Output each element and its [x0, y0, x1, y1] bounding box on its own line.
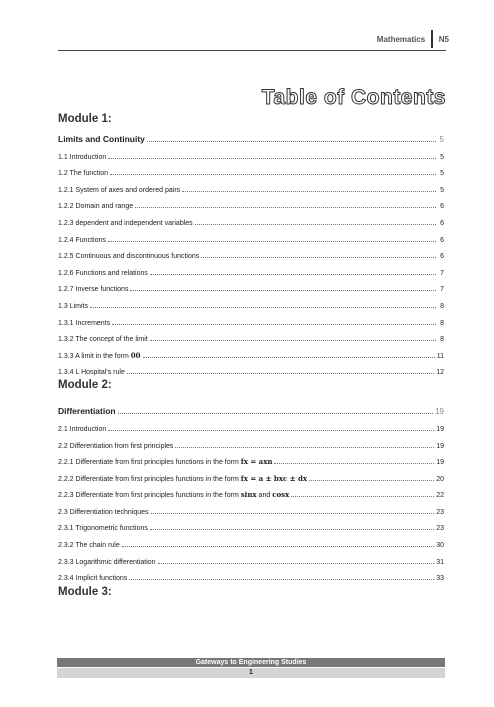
- toc-entry-label: [58, 286, 128, 293]
- toc-entry-text: 1.2.6 Functions and relations: [58, 269, 148, 277]
- toc-entry-text: 1.3.2 The concept of the limit: [58, 336, 148, 344]
- toc-entry[interactable]: [58, 566, 444, 583]
- toc-entry[interactable]: [58, 343, 444, 360]
- dot-leader: [143, 356, 435, 358]
- toc-entry[interactable]: [58, 244, 444, 261]
- page-footer: [57, 658, 445, 678]
- toc-page-number: 8: [440, 319, 444, 327]
- dot-leader: [135, 206, 436, 208]
- dot-leader: [112, 323, 436, 325]
- dot-leader: [158, 562, 435, 564]
- toc-entry[interactable]: [58, 260, 444, 277]
- toc-page-number: 8: [440, 336, 444, 344]
- dot-leader: [309, 479, 434, 481]
- toc-entry[interactable]: [58, 483, 444, 500]
- toc-entry[interactable]: [58, 144, 444, 161]
- dot-leader: [195, 223, 436, 225]
- dot-leader: [127, 372, 434, 374]
- toc-entry-label: [58, 303, 88, 310]
- toc-entry-text: 1.3.3 A limit in the form: [58, 352, 131, 360]
- toc-page-number: 6: [440, 236, 444, 244]
- toc-title: Table of Contents: [261, 86, 446, 109]
- toc-entry-label: [58, 220, 193, 227]
- toc-page-number: 11: [436, 352, 444, 360]
- toc-entry-label: [58, 443, 173, 450]
- toc-page-number: 6: [440, 253, 444, 261]
- toc-entry-label: [58, 559, 156, 566]
- toc-entry-text: 1.3.4 L Hospital's rule: [58, 369, 125, 377]
- header-rule: [58, 50, 446, 51]
- toc-entry-label: [58, 575, 127, 582]
- math-expression: sinx: [240, 490, 257, 500]
- toc-page-number: 8: [440, 302, 444, 310]
- toc-entry-label: [58, 351, 141, 360]
- header-level: N5: [438, 34, 449, 44]
- toc-entry-label: [58, 406, 116, 416]
- toc-entry-text: 2.2.1 Differentiate from first principles functions in the form: [58, 459, 241, 467]
- toc-entry-text: 2.3 Differentiation techniques: [58, 508, 149, 516]
- toc-entry[interactable]: [58, 532, 444, 549]
- dot-leader: [147, 140, 436, 142]
- dot-leader: [108, 157, 436, 159]
- toc-entry-text: 2.3.1 Trigonometric functions: [58, 525, 148, 533]
- toc-page-number: 6: [440, 203, 444, 211]
- toc-page-number: 19: [436, 459, 444, 467]
- dot-leader: [291, 495, 434, 497]
- toc-entry[interactable]: [58, 293, 444, 310]
- toc-entry[interactable]: [58, 161, 444, 178]
- toc-page-number: 23: [436, 508, 444, 516]
- toc-section-entry[interactable]: [58, 127, 444, 144]
- toc-entry-text: 1.2.7 Inverse functions: [58, 286, 129, 294]
- toc-entry-text: 1.1 Introduction: [58, 153, 107, 161]
- math-expression: cosx: [272, 490, 290, 500]
- toc-entry-label: [58, 426, 106, 433]
- toc-entry-label: [58, 369, 125, 376]
- toc-entry[interactable]: [58, 327, 444, 344]
- toc-page-number: 22: [436, 492, 444, 500]
- dot-leader: [150, 273, 436, 275]
- dot-leader: [175, 446, 434, 448]
- toc-page-number: 7: [440, 269, 444, 277]
- page-header: [377, 30, 449, 48]
- toc-page-number: 7: [440, 286, 444, 294]
- toc-entry-text: 1.3 Limits: [58, 302, 88, 310]
- toc-entry[interactable]: [58, 210, 444, 227]
- dot-leader: [130, 289, 436, 291]
- toc-entry[interactable]: [58, 499, 444, 516]
- toc-entry-text: 2.1 Introduction: [58, 425, 107, 433]
- toc-entry-label: [58, 542, 120, 549]
- toc-page-number: 20: [436, 475, 444, 483]
- dot-leader: [110, 173, 436, 175]
- footer-page-number: 1: [57, 668, 445, 678]
- toc-page-number: 31: [436, 558, 444, 566]
- toc-entry-label: [58, 253, 199, 260]
- toc-entry-label: [58, 154, 106, 161]
- toc-entry-text: 2.2.3 Differentiate from first principles functions in the form: [58, 492, 241, 500]
- dot-leader: [151, 512, 435, 514]
- footer-title: Gateways to Engineering Studies: [57, 658, 445, 667]
- dot-leader: [274, 462, 434, 464]
- toc-page-number: 30: [436, 542, 444, 550]
- dot-leader: [150, 528, 434, 530]
- toc-entry-label: [58, 457, 272, 466]
- toc-entry-label: [58, 336, 148, 343]
- toc-entry-label: [58, 187, 180, 194]
- toc-entry-label: [58, 237, 106, 244]
- toc-entry-text: Limits and Continuity: [58, 134, 145, 144]
- math-expression: 00: [130, 350, 141, 360]
- toc-entry[interactable]: [58, 549, 444, 566]
- dot-leader: [182, 190, 436, 192]
- toc-entry-label: [58, 134, 145, 144]
- toc-entry[interactable]: [58, 466, 444, 483]
- toc-entry[interactable]: [58, 227, 444, 244]
- module-heading: Module 1:: [58, 113, 112, 125]
- dot-leader: [118, 412, 433, 414]
- toc-entry-text: 1.2.1 System of axes and ordered pairs: [58, 186, 181, 194]
- toc-entry-text: 2.3.3 Logarithmic differentiation: [58, 558, 156, 566]
- toc-page-number: 23: [436, 525, 444, 533]
- toc-page-number: 5: [440, 170, 444, 178]
- toc-entry-label: [58, 270, 148, 277]
- toc-entry[interactable]: [58, 516, 444, 533]
- toc-entry-text: 1.2.4 Functions: [58, 236, 106, 244]
- module-heading: Module 3:: [58, 586, 112, 599]
- toc-page-number: 5: [440, 186, 444, 194]
- toc-entry-text: 1.2 The function: [58, 170, 109, 178]
- toc-entry-text: and: [256, 492, 273, 500]
- toc-entry-text: 2.3.4 Implicit functions: [58, 575, 128, 583]
- toc-entry-text: 1.2.5 Continuous and discontinuous functions: [58, 253, 200, 261]
- dot-leader: [90, 306, 436, 308]
- toc-entry[interactable]: [58, 450, 444, 467]
- toc-entry-label: [58, 170, 108, 177]
- toc-section-entry[interactable]: [58, 399, 444, 416]
- toc-entry-label: [58, 525, 148, 532]
- dot-leader: [108, 429, 434, 431]
- toc-entry-text: 2.2.2 Differentiate from first principles functions in the form: [58, 475, 241, 483]
- toc-entry[interactable]: [58, 433, 444, 450]
- toc-entry-text: 1.3.1 Increments: [58, 319, 111, 327]
- math-expression: fx = axn: [240, 457, 273, 467]
- toc-entry[interactable]: [58, 177, 444, 194]
- toc-page-number: 5: [440, 153, 444, 161]
- toc-entry-label: [58, 320, 110, 327]
- toc-entry-label: [58, 203, 133, 210]
- toc-entry-text: 2.3.2 The chain rule: [58, 542, 120, 550]
- toc-entry-text: Differentiation: [58, 406, 116, 417]
- dot-leader: [201, 256, 436, 258]
- toc-entry[interactable]: [58, 416, 444, 433]
- toc-entry-label: [58, 509, 149, 516]
- module-heading: Module 2:: [58, 379, 112, 392]
- toc-page-number: 12: [436, 369, 444, 377]
- toc-entry-text: 1.2.2 Domain and range: [58, 203, 134, 211]
- toc-page-number: 6: [440, 219, 444, 227]
- dot-leader: [129, 578, 434, 580]
- toc-entry[interactable]: [58, 277, 444, 294]
- toc-entry-text: 1.2.3 dependent and independent variables: [58, 219, 193, 227]
- toc-page-number: 5: [439, 135, 444, 144]
- toc-page-number: 33: [436, 575, 444, 583]
- toc-page-number: 19: [436, 425, 444, 433]
- toc-entry-label: [58, 474, 307, 483]
- toc-entry[interactable]: [58, 360, 444, 377]
- toc-entry[interactable]: [58, 310, 444, 327]
- dot-leader: [150, 339, 436, 341]
- math-expression: fx = a ± bxc ± dx: [240, 473, 308, 483]
- dot-leader: [122, 545, 434, 547]
- toc-entry[interactable]: [58, 194, 444, 211]
- toc-entry-label: [58, 490, 289, 499]
- dot-leader: [108, 240, 436, 242]
- toc-page-number: 19: [435, 407, 444, 417]
- table-of-contents: [58, 112, 444, 599]
- toc-entry-text: 2.2 Differentiation from first principles: [58, 442, 174, 450]
- toc-page-number: 19: [436, 442, 444, 450]
- header-subject: Mathematics: [376, 34, 426, 44]
